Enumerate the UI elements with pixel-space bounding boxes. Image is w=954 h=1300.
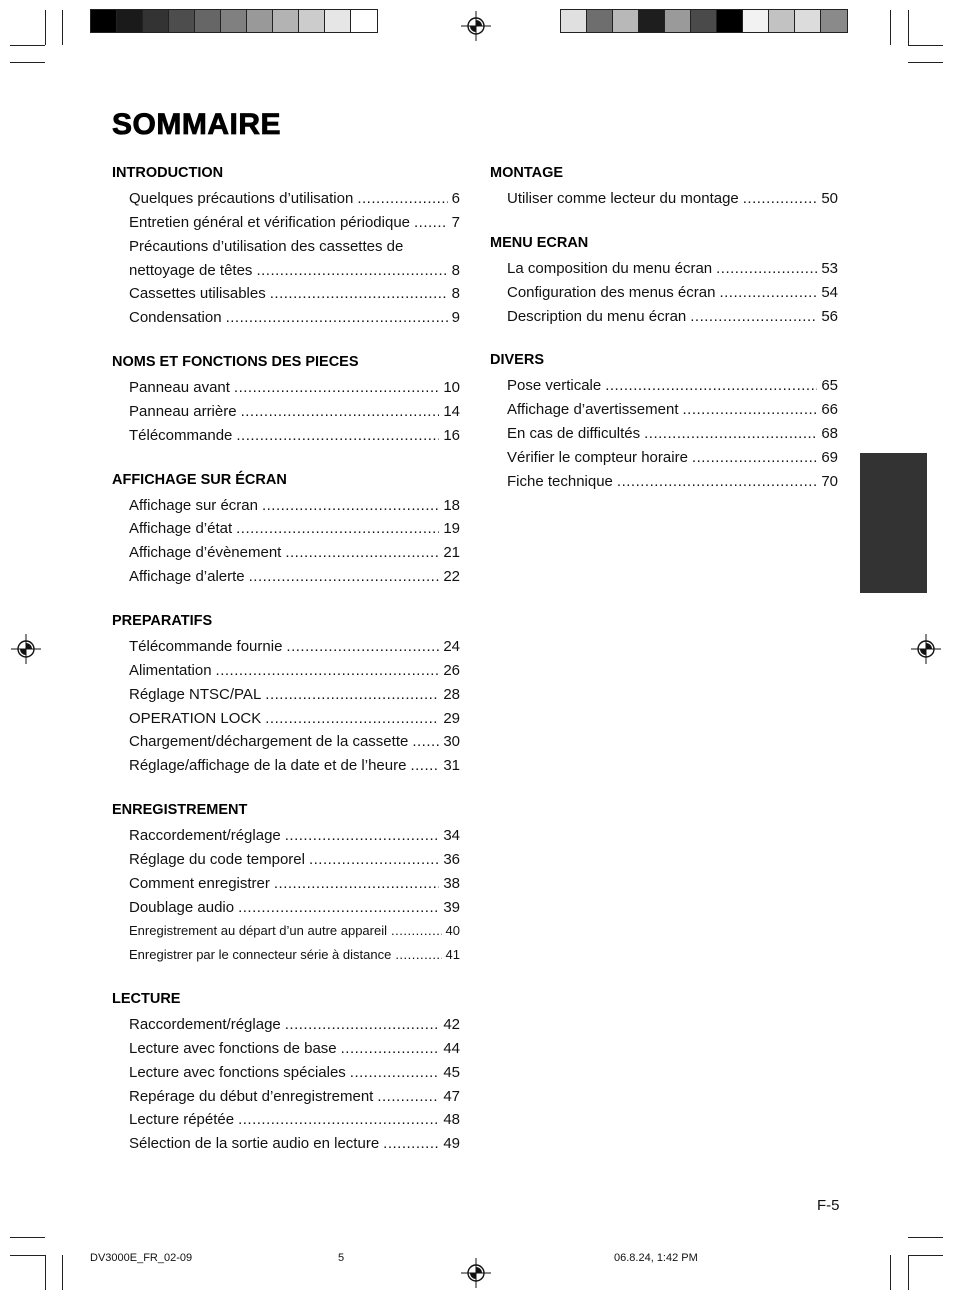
entry-label: Affichage sur écran <box>129 496 258 514</box>
color-swatch <box>613 10 639 32</box>
entry-line <box>129 259 460 283</box>
toc-left-column <box>112 163 460 1178</box>
entry-page: 47 <box>443 1087 460 1105</box>
leader-dots <box>256 259 447 283</box>
entry-page: 48 <box>443 1111 460 1129</box>
entry-label: En cas de difficultés <box>507 425 641 443</box>
entry-label: Télécommande fournie <box>129 637 283 655</box>
toc-entry <box>490 422 838 446</box>
toc-entry <box>490 187 838 211</box>
color-swatch <box>143 10 169 32</box>
toc-entry <box>112 424 460 448</box>
color-swatch <box>717 10 743 32</box>
color-swatch <box>117 10 143 32</box>
entry-page: 45 <box>443 1063 460 1081</box>
color-swatch <box>247 10 273 32</box>
entry-page: 40 <box>445 923 460 939</box>
toc-entry <box>112 1061 460 1085</box>
entry-label: Chargement/déchargement de la cassette <box>129 733 409 751</box>
toc-section <box>112 470 460 589</box>
entry-page: 42 <box>443 1016 460 1034</box>
section-heading: MONTAGE <box>490 165 564 181</box>
entry-page: 16 <box>443 426 460 444</box>
entry-label: Condensation <box>129 309 222 327</box>
toc-entry <box>112 211 460 235</box>
leader-dots <box>414 211 448 235</box>
entry-label: Panneau arrière <box>129 402 237 420</box>
entry-page: 69 <box>821 448 838 466</box>
entry-page: 30 <box>443 733 460 751</box>
leader-dots <box>236 424 439 448</box>
toc-entry <box>112 683 460 707</box>
leader-dots <box>395 943 441 967</box>
entry-label: Entretien général et vérification périodique <box>129 213 411 231</box>
toc-entry <box>112 1132 460 1156</box>
toc-entry <box>490 446 838 470</box>
toc-section <box>112 163 460 330</box>
footer-file: DV3000E_FR_02-09 <box>90 1252 193 1264</box>
entry-label: Enregistrement au départ d’un autre appareil <box>129 923 387 939</box>
entry-page: 36 <box>443 850 460 868</box>
leader-dots <box>341 1037 440 1061</box>
toc-entry <box>112 494 460 518</box>
toc-entry <box>112 1013 460 1037</box>
toc-section <box>112 352 460 448</box>
toc-entry <box>112 306 460 330</box>
toc-entry <box>112 1085 460 1109</box>
entry-page: 39 <box>443 898 460 916</box>
leader-dots <box>265 707 439 731</box>
color-swatch <box>639 10 665 32</box>
toc-entry <box>112 848 460 872</box>
entry-page: 18 <box>443 496 460 514</box>
toc-entry <box>490 470 838 494</box>
entry-page: 54 <box>821 283 838 301</box>
toc-entry <box>112 707 460 731</box>
page-title: SOMMAIRE <box>112 108 281 141</box>
entry-page: 22 <box>443 568 460 586</box>
entry-label: Vérifier le compteur horaire <box>507 448 688 466</box>
entry-page: 7 <box>451 213 460 231</box>
toc-entry <box>112 517 460 541</box>
entry-label: Description du menu écran <box>507 307 687 325</box>
leader-dots <box>357 187 447 211</box>
toc-entry <box>490 305 838 329</box>
color-swatch <box>769 10 795 32</box>
entry-page: 21 <box>443 544 460 562</box>
section-heading: DIVERS <box>490 352 544 369</box>
entry-label: OPERATION LOCK <box>129 709 262 727</box>
entry-page: 26 <box>443 661 460 679</box>
toc-entry <box>490 398 838 422</box>
leader-dots <box>238 896 439 920</box>
color-swatch <box>351 10 377 32</box>
entry-page: 28 <box>443 685 460 703</box>
toc-entry <box>112 659 460 683</box>
toc-entry <box>112 896 460 920</box>
entry-page: 44 <box>443 1039 460 1057</box>
entry-label: Fiche technique <box>507 472 613 490</box>
leader-dots <box>743 187 818 211</box>
leader-dots <box>309 848 439 872</box>
leader-dots <box>410 754 439 778</box>
leader-dots <box>262 494 439 518</box>
page-number: F-5 <box>817 1197 840 1214</box>
leader-dots <box>716 257 817 281</box>
color-swatch <box>743 10 769 32</box>
leader-dots <box>285 541 439 565</box>
leader-dots <box>692 446 817 470</box>
entry-label: Raccordement/réglage <box>129 827 281 845</box>
leader-dots <box>690 305 817 329</box>
color-bar-right <box>560 9 848 33</box>
toc-entry <box>112 730 460 754</box>
toc-entry <box>112 187 460 211</box>
leader-dots <box>350 1061 440 1085</box>
toc-entry <box>112 565 460 589</box>
registration-mark-bottom-icon <box>461 1258 491 1288</box>
entry-page: 66 <box>821 401 838 419</box>
registration-mark-right-icon <box>911 634 941 664</box>
section-heading: AFFICHAGE SUR ÉCRAN <box>112 471 287 488</box>
toc-section <box>112 989 460 1156</box>
leader-dots <box>234 376 439 400</box>
color-swatch <box>221 10 247 32</box>
leader-dots <box>644 422 817 446</box>
entry-label: Cassettes utilisables <box>129 285 266 303</box>
leader-dots <box>216 659 440 683</box>
color-swatch <box>91 10 117 32</box>
entry-label: Télécommande <box>129 426 233 444</box>
section-heading: INTRODUCTION <box>112 165 224 181</box>
footer-timestamp: 06.8.24, 1:42 PM <box>614 1252 698 1264</box>
toc-section <box>490 233 838 329</box>
color-swatch <box>821 10 847 32</box>
entry-page: 41 <box>445 947 460 963</box>
registration-mark-left-icon <box>11 634 41 664</box>
toc-entry <box>112 635 460 659</box>
section-heading: PREPARATIFS <box>112 612 213 629</box>
entry-label: Affichage d’avertissement <box>507 401 679 419</box>
color-swatch <box>195 10 221 32</box>
entry-page: 24 <box>443 637 460 655</box>
entry-page: 19 <box>443 520 460 538</box>
toc-right-column <box>490 163 838 516</box>
leader-dots <box>377 1085 439 1109</box>
entry-page: 38 <box>443 874 460 892</box>
entry-label: Affichage d’alerte <box>129 568 245 586</box>
entry-label: Doublage audio <box>129 898 235 916</box>
entry-label: Lecture avec fonctions spéciales <box>129 1063 346 1081</box>
color-swatch <box>665 10 691 32</box>
entry-label: Configuration des menus écran <box>507 283 716 301</box>
entry-label: Repérage du début d’enregistrement <box>129 1087 374 1105</box>
entry-page: 50 <box>821 190 838 207</box>
color-swatch <box>561 10 587 32</box>
toc-entry <box>112 1037 460 1061</box>
entry-label: Réglage du code temporel <box>129 850 305 868</box>
leader-dots <box>226 306 448 330</box>
entry-page: 10 <box>443 379 460 397</box>
entry-label: Panneau avant <box>129 379 230 397</box>
leader-dots <box>238 1108 439 1132</box>
entry-page: 8 <box>451 285 460 303</box>
entry-page: 68 <box>821 425 838 443</box>
leader-dots <box>249 565 440 589</box>
toc-section <box>490 163 838 211</box>
color-swatch <box>273 10 299 32</box>
leader-dots <box>412 730 439 754</box>
section-heading: ENREGISTREMENT <box>112 802 248 819</box>
entry-page: 70 <box>821 472 838 490</box>
toc-entry <box>112 541 460 565</box>
toc-section <box>112 611 460 778</box>
color-swatch <box>169 10 195 32</box>
entry-label: Réglage NTSC/PAL <box>129 685 262 703</box>
footer-sheet: 5 <box>338 1252 345 1264</box>
entry-page: 9 <box>451 309 460 327</box>
registration-mark-top-icon <box>461 11 491 41</box>
leader-dots <box>286 635 439 659</box>
toc-entry <box>490 281 838 305</box>
entry-label: Pose verticale <box>507 377 602 395</box>
section-tab <box>860 453 927 593</box>
leader-dots <box>391 919 442 943</box>
leader-dots <box>265 683 439 707</box>
leader-dots <box>682 398 817 422</box>
entry-label: Comment enregistrer <box>129 874 270 892</box>
section-heading: LECTURE <box>112 991 181 1008</box>
leader-dots <box>383 1132 439 1156</box>
toc-entry <box>112 400 460 424</box>
leader-dots <box>719 281 817 305</box>
toc-entry <box>112 235 460 283</box>
color-swatch <box>325 10 351 32</box>
toc-entry <box>112 1108 460 1132</box>
entry-page: 31 <box>443 757 460 775</box>
color-swatch <box>299 10 325 32</box>
toc-entry <box>112 282 460 306</box>
entry-label-continued: nettoyage de têtes <box>129 261 253 279</box>
entry-page: 65 <box>821 377 838 395</box>
entry-label: Affichage d’évènement <box>129 544 282 562</box>
toc-section <box>112 800 460 967</box>
section-heading: MENU ECRAN <box>490 234 589 251</box>
entry-page: 56 <box>821 307 838 325</box>
entry-page: 14 <box>443 402 460 420</box>
toc-entry <box>112 943 460 967</box>
entry-label: Lecture avec fonctions de base <box>129 1039 337 1057</box>
leader-dots <box>285 824 440 848</box>
entry-page: 29 <box>443 709 460 727</box>
entry-label: Utiliser comme lecteur du montage <box>507 190 739 207</box>
toc-entry <box>112 919 460 943</box>
entry-label: Raccordement/réglage <box>129 1016 281 1034</box>
entry-label: Lecture répétée <box>129 1111 235 1129</box>
entry-page: 6 <box>451 190 460 207</box>
entry-label: Précautions d’utilisation des cassettes de <box>129 237 404 255</box>
leader-dots <box>236 517 439 541</box>
entry-page: 34 <box>443 827 460 845</box>
entry-label: Enregistrer par le connecteur série à distance <box>129 947 392 963</box>
entry-label: Alimentation <box>129 661 212 679</box>
entry-page: 49 <box>443 1135 460 1153</box>
toc-entry <box>112 376 460 400</box>
toc-entry <box>490 257 838 281</box>
leader-dots <box>605 374 817 398</box>
color-bar-left <box>90 9 378 33</box>
entry-label: La composition du menu écran <box>507 259 713 277</box>
toc-entry <box>112 754 460 778</box>
color-swatch <box>691 10 717 32</box>
entry-page: 8 <box>451 261 460 279</box>
entry-label: Sélection de la sortie audio en lecture <box>129 1135 380 1153</box>
leader-dots <box>285 1013 440 1037</box>
entry-page: 53 <box>821 259 838 277</box>
toc-entry <box>112 824 460 848</box>
toc-entry <box>490 374 838 398</box>
color-swatch <box>795 10 821 32</box>
color-swatch <box>587 10 613 32</box>
leader-dots <box>274 872 439 896</box>
entry-label: Réglage/affichage de la date et de l’heure <box>129 757 407 775</box>
leader-dots <box>241 400 440 424</box>
entry-label: Quelques précautions d’utilisation <box>129 190 354 207</box>
toc-entry <box>112 872 460 896</box>
toc-section <box>490 350 838 493</box>
leader-dots <box>270 282 448 306</box>
entry-label: Affichage d’état <box>129 520 233 538</box>
section-heading: NOMS ET FONCTIONS DES PIECES <box>112 354 359 371</box>
leader-dots <box>617 470 817 494</box>
